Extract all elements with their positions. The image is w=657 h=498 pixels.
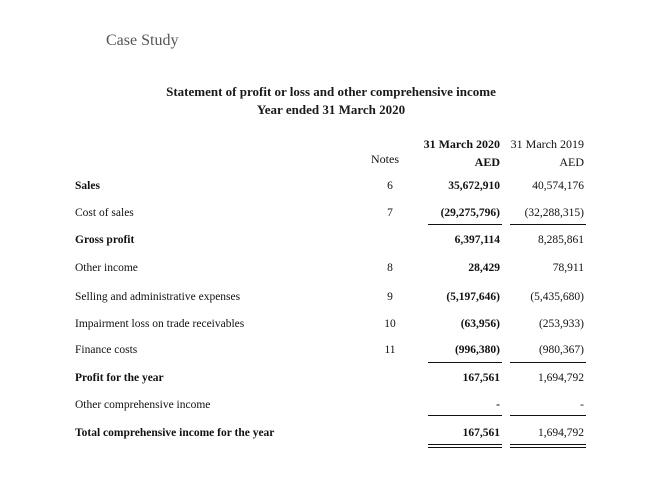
row-value-2019: 78,911 bbox=[552, 262, 584, 274]
row-label: Other comprehensive income bbox=[75, 399, 211, 411]
row-value-2020: (996,380) bbox=[454, 344, 500, 356]
row-finance-costs bbox=[0, 344, 657, 360]
row-value-2020: - bbox=[496, 399, 500, 411]
row-other-comprehensive-income bbox=[0, 399, 657, 415]
notes-column-header: Notes bbox=[371, 152, 399, 166]
row-value-2019: (253,933) bbox=[538, 318, 584, 330]
row-label: Finance costs bbox=[75, 344, 138, 356]
row-value-2019: 40,574,176 bbox=[532, 180, 584, 192]
row-impairment-loss bbox=[0, 318, 657, 334]
row-label: Profit for the year bbox=[75, 372, 164, 384]
row-value-2020: 28,429 bbox=[468, 262, 500, 274]
row-value-2020: (5,197,646) bbox=[446, 291, 500, 303]
statement-period: Year ended 31 March 2020 bbox=[256, 102, 406, 117]
prior-period-header: 31 March 2019 bbox=[510, 137, 584, 151]
total-double-rule-2020 bbox=[428, 444, 502, 448]
row-label: Cost of sales bbox=[75, 207, 134, 219]
row-label: Sales bbox=[75, 180, 100, 192]
row-note: 7 bbox=[387, 207, 393, 219]
row-value-2019: 8,285,861 bbox=[538, 234, 584, 246]
row-value-2019: (980,367) bbox=[538, 344, 584, 356]
row-value-2019: (5,435,680) bbox=[530, 291, 584, 303]
statement-title: Statement of profit or loss and other comprehensive income bbox=[166, 84, 496, 99]
row-selling-admin-expenses bbox=[0, 291, 657, 307]
row-value-2020: (63,956) bbox=[460, 318, 500, 330]
row-note: 10 bbox=[384, 318, 396, 330]
subtotal-rule-2019 bbox=[510, 362, 586, 363]
row-value-2020: 35,672,910 bbox=[448, 180, 500, 192]
row-total-comprehensive-income bbox=[0, 427, 657, 443]
row-note: 11 bbox=[384, 344, 396, 356]
subtotal-rule-2020 bbox=[428, 224, 502, 225]
row-label: Other income bbox=[75, 262, 138, 274]
row-value-2019: 1,694,792 bbox=[538, 427, 584, 439]
row-note: 9 bbox=[387, 291, 393, 303]
row-cost-of-sales bbox=[0, 207, 657, 223]
row-label: Total comprehensive income for the year bbox=[75, 427, 275, 439]
row-value-2019: (32,288,315) bbox=[524, 207, 584, 219]
subtotal-rule-2019 bbox=[510, 415, 586, 416]
current-period-header: 31 March 2020 bbox=[423, 137, 500, 151]
row-profit-for-year bbox=[0, 372, 657, 388]
row-value-2020: (29,275,796) bbox=[440, 207, 500, 219]
row-value-2019: 1,694,792 bbox=[538, 372, 584, 384]
prior-currency-header: AED bbox=[559, 155, 584, 169]
current-currency-header: AED bbox=[474, 155, 500, 169]
row-sales bbox=[0, 180, 657, 196]
row-gross-profit bbox=[0, 234, 657, 250]
row-value-2019: - bbox=[580, 399, 584, 411]
row-label: Impairment loss on trade receivables bbox=[75, 318, 245, 330]
row-other-income bbox=[0, 262, 657, 278]
row-value-2020: 6,397,114 bbox=[454, 234, 500, 246]
row-note: 6 bbox=[387, 180, 393, 192]
row-note: 8 bbox=[387, 262, 393, 274]
row-label: Selling and administrative expenses bbox=[75, 291, 241, 303]
subtotal-rule-2020 bbox=[428, 415, 502, 416]
total-double-rule-2019 bbox=[510, 444, 586, 448]
subtotal-rule-2020 bbox=[428, 362, 502, 363]
row-value-2020: 167,561 bbox=[462, 427, 500, 439]
subtotal-rule-2019 bbox=[510, 224, 586, 225]
case-study-label: Case Study bbox=[106, 32, 179, 49]
row-value-2020: 167,561 bbox=[462, 372, 500, 384]
row-label: Gross profit bbox=[75, 234, 135, 246]
